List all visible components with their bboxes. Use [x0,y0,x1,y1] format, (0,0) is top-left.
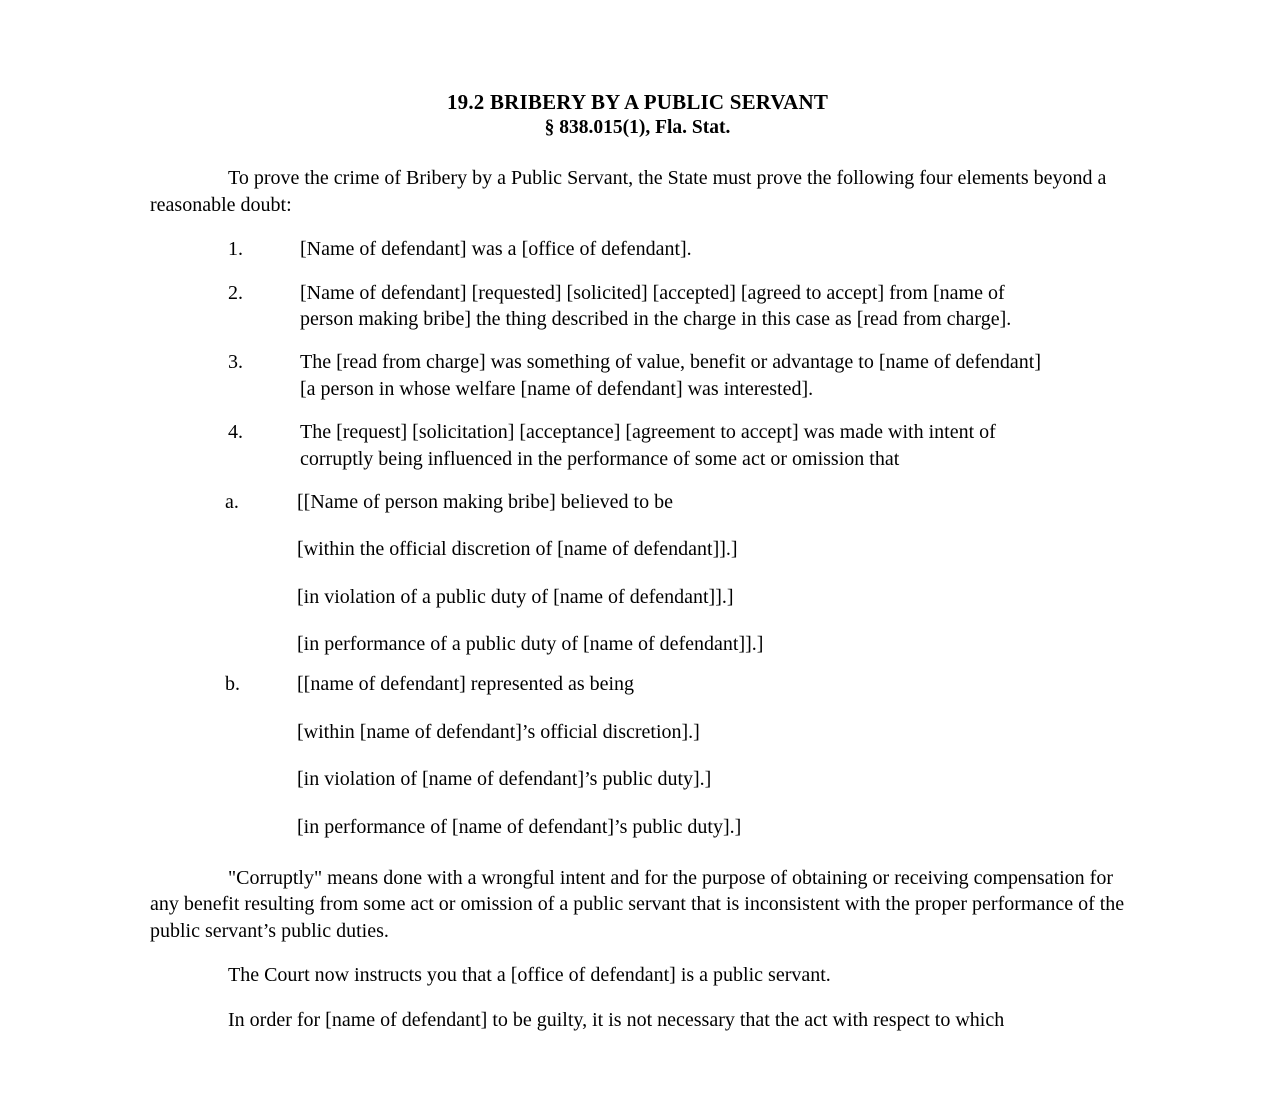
element-marker-2: 2. [228,281,243,304]
sub-element-b-line-3: [in violation of [name of defendant]’s public duty].] [297,768,712,791]
closing-paragraph-2: The Court now instructs you that a [office of defendant] is a public servant. [228,964,831,987]
elements-list [150,236,1125,840]
sub-element-item-b [150,671,1125,840]
element-item-4 [150,419,1125,472]
closing-paragraph-3: In order for [name of defendant] to be guilty, it is not necessary that the act with respect to which [228,1008,1005,1031]
closing-paragraph-1: "Corruptly" means done with a wrongful intent and for the purpose of obtaining or receiving compensation for any benefit resulting from some act or omission of a public servant that is inconsistent with the proper performance of the public servant’s public duties. [150,867,1125,942]
spacer [150,854,1125,865]
element-marker-3: 3. [228,351,243,374]
title-primary: 19.2 BRIBERY BY A PUBLIC SERVANT [446,90,829,114]
intro-paragraph: To prove the crime of Bribery by a Public Servant, the State must prove the following four elements beyond a reasonable doubt: [150,167,1107,216]
document-title [150,90,1125,139]
sub-element-b-line-4: [in performance of [name of defendant]’s public duty].] [297,815,742,838]
sub-element-marker-b: b. [225,673,240,696]
element-marker-4: 4. [228,421,243,444]
element-text-2: [Name of defendant] [requested] [solicited] [accepted] [agreed to accept] from [name of person making bribe] the thing described in the charge in this case as [read from charge]. [300,281,1012,330]
sub-element-a-line-4: [in performance of a public duty of [name of defendant]].] [297,633,764,656]
element-text-4: The [request] [solicitation] [acceptance] [agreement to accept] was made with intent of corruptly being influenced in the performance of some act or omission that [300,421,996,470]
element-text-1: [Name of defendant] was a [office of defendant]. [300,238,692,261]
element-item-2 [150,280,1125,333]
sub-element-b-line-2: [within [name of defendant]’s official discretion].] [297,720,700,743]
element-item-1 [150,236,1125,262]
sub-element-a-line-1: [[Name of person making bribe] believed to be [297,490,673,513]
element-item-3 [150,349,1125,402]
sub-element-a-line-2: [within the official discretion of [name of defendant]].] [297,538,738,561]
sub-elements-list [150,489,1125,840]
sub-element-marker-a: a. [225,490,239,513]
sub-element-a-line-3: [in violation of a public duty of [name of defendant]].] [297,585,734,608]
element-text-3: The [read from charge] was something of value, benefit or advantage to [name of defendant] [a person in whose welfare [name of defendant] was interested]. [300,351,1041,400]
sub-element-item-a [150,489,1125,658]
sub-element-b-line-1: [[name of defendant] represented as being [297,673,635,696]
sub-element-content-a [297,489,1125,658]
element-marker-1: 1. [228,238,243,261]
title-citation: § 838.015(1), Fla. Stat. [544,116,731,138]
sub-element-content-b [297,671,1125,840]
